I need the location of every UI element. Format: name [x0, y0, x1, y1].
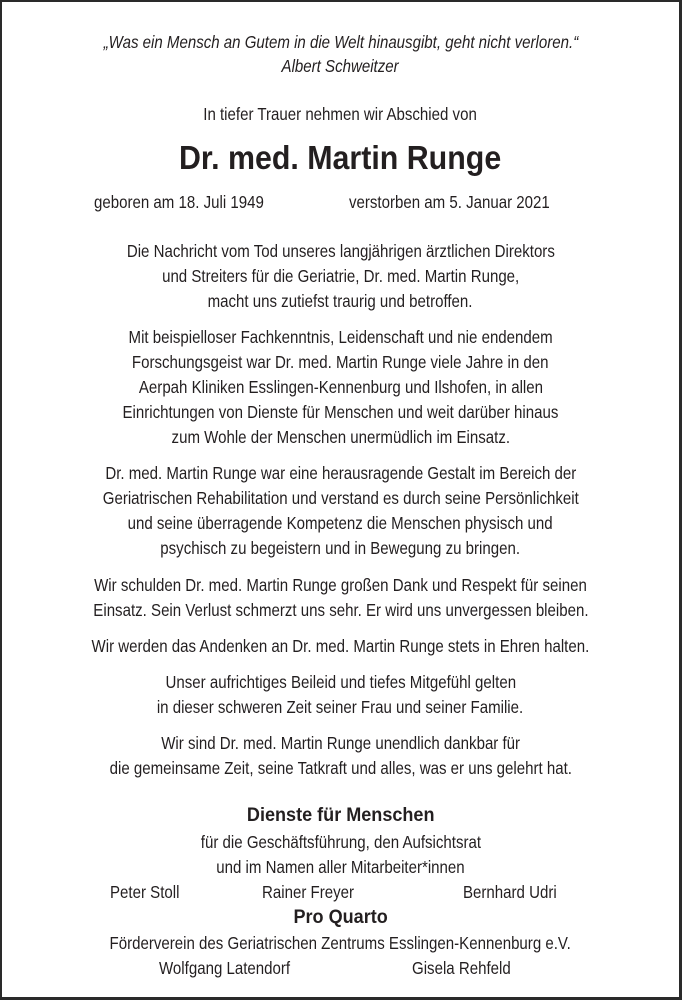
text-line: Mit beispielloser Fachkenntnis, Leidenschaft und nie endendem [128, 327, 553, 347]
text-line: in dieser schweren Zeit seiner Frau und seiner Familie. [157, 697, 524, 717]
text-line: Förderverein des Geriatrischen Zentrums Esslingen-Kennenburg e.V. [109, 933, 572, 953]
text-line: und im Namen aller Mitarbeiter*innen [216, 857, 465, 877]
org-name: Pro Quarto [293, 907, 388, 928]
signatory-names [2, 882, 679, 906]
text-line: und Streiters für die Geriatrie, Dr. med. Martin Runge, [161, 266, 520, 286]
org-name: Dienste für Menschen [246, 805, 435, 826]
text-line: und seine überragende Kompetenz die Menschen physisch und [127, 513, 554, 533]
text-line: Einrichtungen von Dienste für Menschen und weit darüber hinaus [122, 402, 559, 422]
text-line: Wir sind Dr. med. Martin Runge unendlich dankbar für [161, 733, 520, 753]
deceased-name: Dr. med. Martin Runge [179, 139, 502, 176]
signatory-name: Wolfgang Latendorf [159, 958, 291, 978]
text-line: Die Nachricht vom Tod unseres langjährigen ärztlichen Direktors [126, 241, 555, 261]
text-line: macht uns zutiefst traurig und betroffen. [208, 291, 473, 311]
text-line: für die Geschäftsführung, den Aufsichtsrat [200, 832, 481, 852]
signatory-name: Bernhard Udri [463, 882, 557, 902]
text-line: Geriatrischen Rehabilitation und verstand es durch seine Persönlichkeit [102, 488, 579, 508]
birth-date: geboren am 18. Juli 1949 [94, 192, 264, 212]
text-line: psychisch zu begeistern und in Bewegung zu bringen. [160, 538, 521, 558]
death-date: verstorben am 5. Januar 2021 [349, 192, 550, 212]
text-line: zum Wohle der Menschen unermüdlich im Einsatz. [171, 427, 510, 447]
signatory-name: Peter Stoll [110, 882, 180, 902]
text-line: Aerpah Kliniken Esslingen-Kennenburg und Ilshofen, in allen [138, 377, 543, 397]
text-line: Unser aufrichtiges Beileid und tiefes Mitgefühl gelten [165, 672, 516, 692]
text-line: Forschungsgeist war Dr. med. Martin Runge viele Jahre in den [132, 352, 549, 372]
quote-text: „Was ein Mensch an Gutem in die Welt hinausgibt, geht nicht verloren.“ [103, 32, 578, 52]
text-line: die gemeinsame Zeit, seine Tatkraft und alles, was er uns gelehrt hat. [109, 758, 572, 778]
text-line: Wir werden das Andenken an Dr. med. Martin Runge stets in Ehren halten. [91, 636, 590, 656]
text-line: Einsatz. Sein Verlust schmerzt uns sehr. Er wird uns unvergessen bleiben. [92, 600, 589, 620]
signatory-names [2, 958, 679, 982]
quote-author: Albert Schweitzer [281, 56, 400, 76]
text-line: Wir schulden Dr. med. Martin Runge großen Dank und Respekt für seinen [94, 575, 587, 595]
intro-line: In tiefer Trauer nehmen wir Abschied von [203, 104, 478, 124]
text-line: Dr. med. Martin Runge war eine herausragende Gestalt im Bereich der [105, 463, 576, 483]
signatory-name: Rainer Freyer [262, 882, 355, 902]
signatory-name: Gisela Rehfeld [412, 958, 511, 978]
